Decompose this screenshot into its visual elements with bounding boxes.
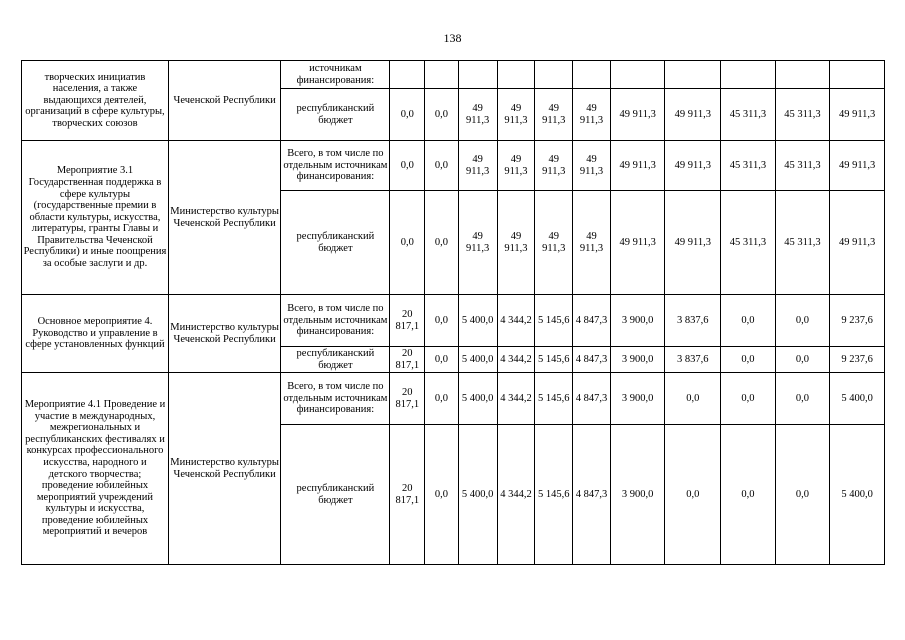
value-cell: 5 145,6 xyxy=(535,347,573,373)
value-cell: 4 847,3 xyxy=(573,295,611,347)
value-cell: 49 911,3 xyxy=(665,89,721,141)
value-cell: 49 911,3 xyxy=(573,89,611,141)
table-row xyxy=(22,373,885,425)
table-row xyxy=(22,141,885,191)
value-cell: 4 344,2 xyxy=(497,347,535,373)
value-cell: 5 400,0 xyxy=(458,373,497,425)
value-cell: 45 311,3 xyxy=(775,141,830,191)
value-cell: 5 400,0 xyxy=(458,295,497,347)
value-cell: 0,0 xyxy=(425,425,459,565)
value-cell xyxy=(497,61,535,89)
value-cell: 0,0 xyxy=(390,191,425,295)
value-cell: 4 344,2 xyxy=(497,373,535,425)
value-cell: 3 900,0 xyxy=(610,425,665,565)
value-cell: 4 344,2 xyxy=(497,295,535,347)
value-cell: 49 911,3 xyxy=(830,141,885,191)
value-cell: 0,0 xyxy=(665,425,721,565)
value-cell: 5 400,0 xyxy=(830,373,885,425)
executor: Министерство культуры Чеченской Республики xyxy=(168,373,280,565)
value-cell: 0,0 xyxy=(390,89,425,141)
value-cell: 49 911,3 xyxy=(535,141,573,191)
value-cell: 0,0 xyxy=(665,373,721,425)
table-row xyxy=(22,61,885,89)
value-cell xyxy=(425,61,459,89)
value-cell: 0,0 xyxy=(425,141,459,191)
value-cell: 5 400,0 xyxy=(458,425,497,565)
value-cell: 49 911,3 xyxy=(458,89,497,141)
value-cell: 4 847,3 xyxy=(573,347,611,373)
value-cell: 49 911,3 xyxy=(830,191,885,295)
value-cell: 49 911,3 xyxy=(573,191,611,295)
value-cell: 4 344,2 xyxy=(497,425,535,565)
value-cell: 5 145,6 xyxy=(535,373,573,425)
value-cell: 5 400,0 xyxy=(458,347,497,373)
budget-table xyxy=(21,60,885,565)
value-cell: 49 911,3 xyxy=(458,141,497,191)
value-cell: 0,0 xyxy=(721,425,776,565)
activity-name: Мероприятие 3.1 Государственная поддержка в сфере культуры (государственные премии в области культуры, искусства, литературы, гранты Главы и Правительства Чеченской Республики) и иные поощрения за особые заслуги и др. xyxy=(22,141,169,295)
value-cell: 45 311,3 xyxy=(775,191,830,295)
value-cell: 49 911,3 xyxy=(497,89,535,141)
value-cell xyxy=(390,61,425,89)
page-number: 138 xyxy=(443,31,462,45)
value-cell: 0,0 xyxy=(721,347,776,373)
value-cell: 49 911,3 xyxy=(610,89,665,141)
table-row xyxy=(22,295,885,347)
value-cell: 0,0 xyxy=(425,373,459,425)
value-cell: 9 237,6 xyxy=(830,347,885,373)
value-cell: 0,0 xyxy=(425,191,459,295)
value-cell: 45 311,3 xyxy=(775,89,830,141)
value-cell: 3 900,0 xyxy=(610,295,665,347)
value-cell: 0,0 xyxy=(425,347,459,373)
value-cell: 45 311,3 xyxy=(721,141,776,191)
value-cell: 0,0 xyxy=(775,425,830,565)
executor: Чеченской Республики xyxy=(168,61,280,141)
value-cell xyxy=(665,61,721,89)
funding-source: республиканский бюджет xyxy=(281,89,390,141)
value-cell: 49 911,3 xyxy=(665,191,721,295)
funding-source: источникам финансирования: xyxy=(281,61,390,89)
value-cell: 49 911,3 xyxy=(573,141,611,191)
value-cell: 4 847,3 xyxy=(573,425,611,565)
value-cell xyxy=(573,61,611,89)
funding-source: республиканский бюджет xyxy=(281,347,390,373)
value-cell: 20 817,1 xyxy=(390,347,425,373)
value-cell: 3 837,6 xyxy=(665,295,721,347)
value-cell xyxy=(721,61,776,89)
value-cell: 0,0 xyxy=(775,347,830,373)
value-cell: 3 837,6 xyxy=(665,347,721,373)
value-cell: 45 311,3 xyxy=(721,89,776,141)
value-cell: 49 911,3 xyxy=(535,191,573,295)
value-cell: 0,0 xyxy=(425,89,459,141)
funding-source: республиканский бюджет xyxy=(281,425,390,565)
activity-name: творческих инициатив населения, а также выдающихся деятелей, организаций в сфере культуры, творческих союзов xyxy=(22,61,169,141)
value-cell: 3 900,0 xyxy=(610,373,665,425)
value-cell: 49 911,3 xyxy=(535,89,573,141)
value-cell: 5 400,0 xyxy=(830,425,885,565)
value-cell: 0,0 xyxy=(425,295,459,347)
value-cell: 9 237,6 xyxy=(830,295,885,347)
value-cell: 49 911,3 xyxy=(830,89,885,141)
value-cell: 49 911,3 xyxy=(610,191,665,295)
activity-name: Мероприятие 4.1 Проведение и участие в международных, межрегиональных и республиканских фестивалях и конкурсах профессионального искусства, народного и детского творчества; проведение юбилейных мероприятий учреждений культуры и искусства, проведение юбилейных мероприятий и вечеров xyxy=(22,373,169,565)
funding-source: Всего, в том числе по отдельным источникам финансирования: xyxy=(281,141,390,191)
value-cell: 0,0 xyxy=(390,141,425,191)
funding-source: республиканский бюджет xyxy=(281,191,390,295)
value-cell xyxy=(535,61,573,89)
value-cell: 45 311,3 xyxy=(721,191,776,295)
value-cell: 49 911,3 xyxy=(497,141,535,191)
funding-source: Всего, в том числе по отдельным источникам финансирования: xyxy=(281,295,390,347)
value-cell: 5 145,6 xyxy=(535,425,573,565)
activity-name: Основное мероприятие 4. Руководство и управление в сфере установленных функций xyxy=(22,295,169,373)
value-cell: 3 900,0 xyxy=(610,347,665,373)
value-cell: 5 145,6 xyxy=(535,295,573,347)
value-cell: 0,0 xyxy=(775,373,830,425)
value-cell: 49 911,3 xyxy=(610,141,665,191)
value-cell xyxy=(830,61,885,89)
funding-source: Всего, в том числе по отдельным источникам финансирования: xyxy=(281,373,390,425)
value-cell: 49 911,3 xyxy=(497,191,535,295)
value-cell: 20 817,1 xyxy=(390,295,425,347)
executor: Министерство культуры Чеченской Республики xyxy=(168,141,280,295)
value-cell: 0,0 xyxy=(775,295,830,347)
value-cell: 20 817,1 xyxy=(390,425,425,565)
value-cell xyxy=(775,61,830,89)
value-cell xyxy=(458,61,497,89)
value-cell: 4 847,3 xyxy=(573,373,611,425)
value-cell: 0,0 xyxy=(721,295,776,347)
value-cell: 20 817,1 xyxy=(390,373,425,425)
value-cell: 49 911,3 xyxy=(665,141,721,191)
value-cell xyxy=(610,61,665,89)
value-cell: 0,0 xyxy=(721,373,776,425)
value-cell: 49 911,3 xyxy=(458,191,497,295)
executor: Министерство культуры Чеченской Республики xyxy=(168,295,280,373)
